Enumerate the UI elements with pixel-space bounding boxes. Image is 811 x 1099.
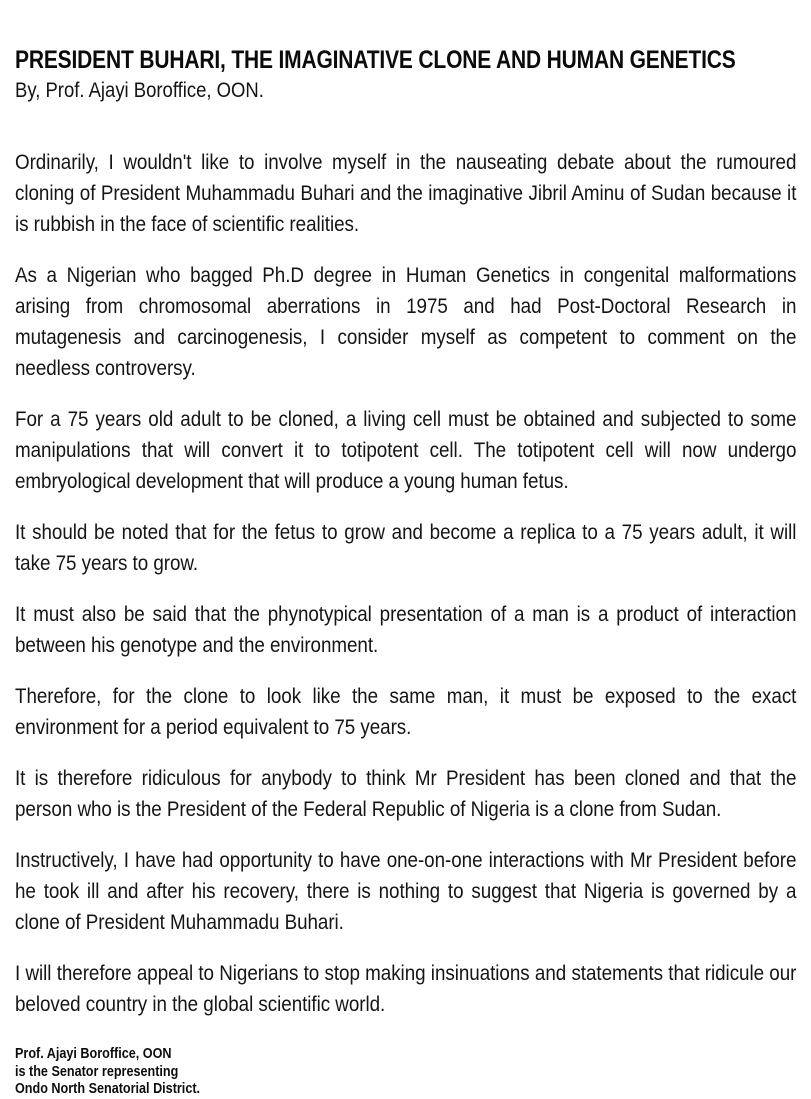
paragraph: It must also be said that the phynotypical presentation of a man is a product of interaction between his genotype and the environment. [15,602,797,657]
article-body [15,104,797,1020]
paragraph: Therefore, for the clone to look like the same man, it must be exposed to the exact environment for a period equivalent to 75 years. [15,684,797,739]
signature-name: Prof. Ajayi Boroffice, OON [15,1046,172,1062]
paragraph: Ordinarily, I wouldn't like to involve myself in the nauseating debate about the rumoured cloning of President Muhammadu Buhari and the imaginative Jibril Aminu of Sudan because it is rubbish in the face of scientific realities. [15,150,797,236]
signature-role: is the Senator representing [15,1063,179,1080]
paragraph: Instructively, I have had opportunity to have one-on-one interactions with Mr President before he took ill and after his recovery, there is nothing to suggest that Nigeria is governed by a clone of President Muhammadu Buhari. [15,848,797,934]
paragraph: I will therefore appeal to Nigerians to stop making insinuations and statements that ridicule our beloved country in the global scientific world. [15,961,797,1016]
paragraph: It is therefore ridiculous for anybody to think Mr President has been cloned and that the person who is the President of the Federal Republic of Nigeria is a clone from Sudan. [15,766,797,821]
signature-district: Ondo North Senatorial District. [15,1081,201,1097]
page-title: PRESIDENT BUHARI, THE IMAGINATIVE CLONE AND HUMAN GENETICS [15,46,736,74]
paragraph: It should be noted that for the fetus to grow and become a replica to a 75 years adult, it will take 75 years to grow. [15,520,797,575]
author-signature-block [15,1020,797,1099]
paragraph: For a 75 years old adult to be cloned, a living cell must be obtained and subjected to some manipulations that will convert it to totipotent cell. The totipotent cell will now undergo embryological development that will produce a young human fetus. [15,407,797,493]
paragraph: As a Nigerian who bagged Ph.D degree in Human Genetics in congenital malformations arising from chromosomal aberrations in 1975 and had Post-Doctoral Research in mutagenesis and carcinogenesis, I consider myself as competent to comment on the needless controversy. [15,263,797,380]
document-content [15,0,797,1099]
byline: By, Prof. Ajayi Boroffice, OON. [15,79,264,102]
